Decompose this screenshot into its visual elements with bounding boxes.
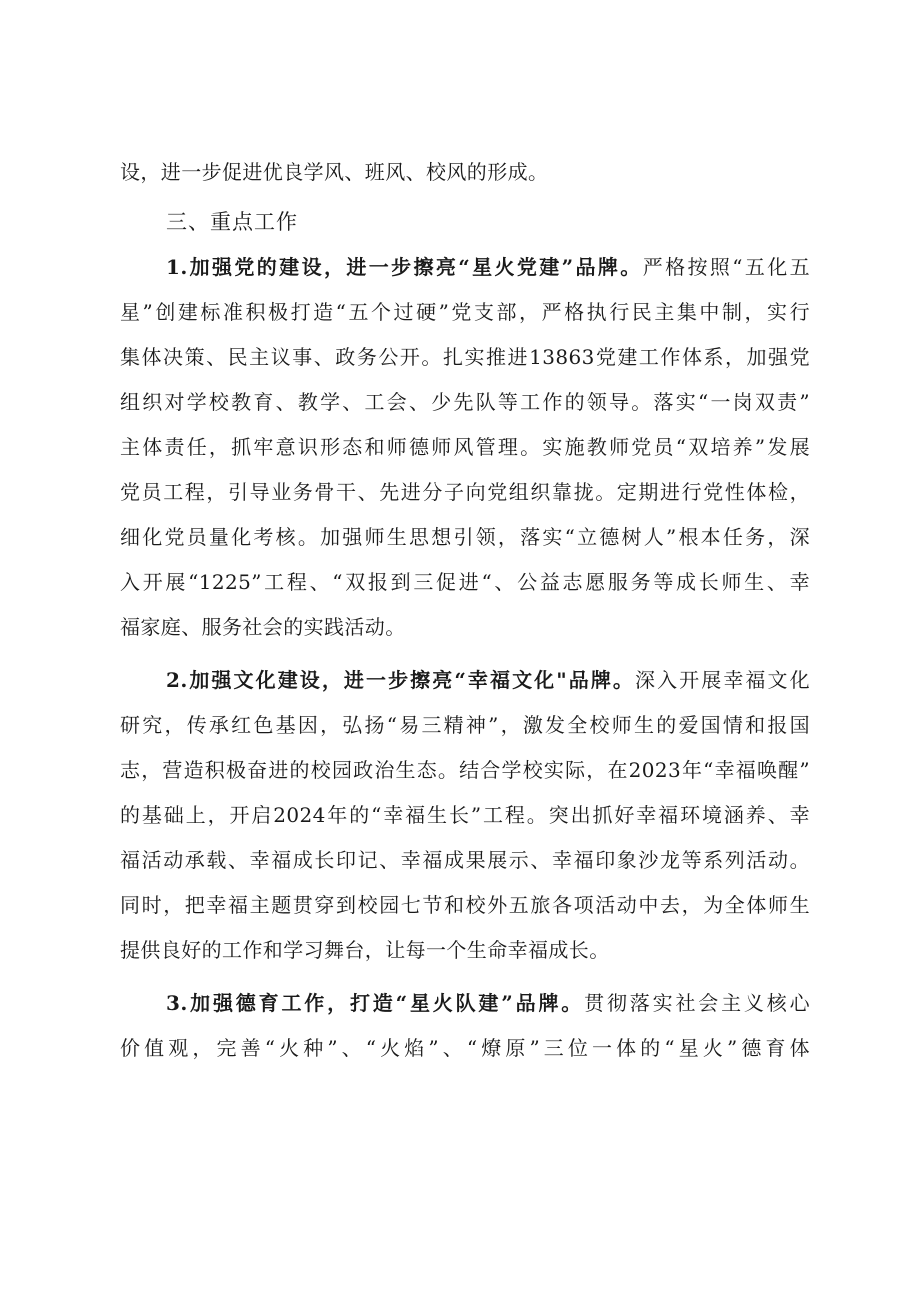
paragraph-continuation: 设，进一步促进优良学风、班风、校风的形成。 (120, 160, 549, 184)
work-item-3 (120, 981, 810, 1071)
item-line: 研究，传承红色基因，弘扬“易三精神”，激发全校师生的爱国情和报国 (120, 713, 810, 737)
item-line: 组织对学校教育、教学、工会、少先队等工作的领导。落实“一岗双责” (120, 390, 810, 414)
item-title: 1.加强党的建设，进一步擦亮“星火党建”品牌。 (166, 255, 643, 279)
item-line: 星”创建标准积极打造“五个过硬”党支部，严格执行民主集中制，实行 (120, 300, 810, 324)
item-line: 志，营造积极奋进的校园政治生态。结合学校实际，在2023年“幸福唤醒” (120, 758, 810, 782)
work-item-2 (120, 658, 810, 973)
item-first-line (120, 658, 810, 703)
item-title: 3.加强德育工作，打造“星火队建”品牌。 (166, 991, 585, 1015)
work-item-1 (120, 245, 810, 650)
document-page (120, 150, 810, 1071)
item-line: 细化党员量化考核。加强师生思想引领，落实“立德树人”根本任务，深 (120, 525, 810, 549)
item-line: 党员工程，引导业务骨干、先进分子向党组织靠拢。定期进行党性体检， (120, 480, 810, 504)
item-line: 价值观，完善“火种”、“火焰”、“燎原”三位一体的“星火”德育体 (120, 1036, 810, 1060)
item-text: 严格按照“五化五 (642, 255, 810, 279)
item-line: 提供良好的工作和学习舞台，让每一个生命幸福成长。 (120, 938, 610, 962)
item-line: 同时，把幸福主题贯穿到校园七节和校外五旅各项活动中去，为全体师生 (120, 893, 810, 917)
item-first-line (120, 245, 810, 290)
item-line: 福家庭、服务社会的实践活动。 (120, 615, 406, 639)
item-title: 2.加强文化建设，进一步擦亮“幸福文化"品牌。 (166, 668, 636, 692)
item-line: 的基础上，开启2024年的“幸福生长”工程。突出抓好幸福环境涵养、幸 (120, 803, 810, 827)
section-heading: 三、重点工作 (166, 210, 298, 234)
item-line: 入开展“1225”工程、“双报到三促进“、公益志愿服务等成长师生、幸 (120, 570, 810, 594)
item-text: 贯彻落实社会主义核心 (584, 991, 811, 1015)
item-line: 主体责任，抓牢意识形态和师德师风管理。实施教师党员“双培养”发展 (120, 435, 810, 459)
item-text: 深入开展幸福文化 (635, 668, 810, 692)
item-line: 集体决策、民主议事、政务公开。扎实推进13863党建工作体系，加强党 (120, 345, 810, 369)
item-first-line (120, 981, 810, 1026)
item-line: 福活动承载、幸福成长印记、幸福成果展示、幸福印象沙龙等系列活动。 (120, 848, 810, 872)
